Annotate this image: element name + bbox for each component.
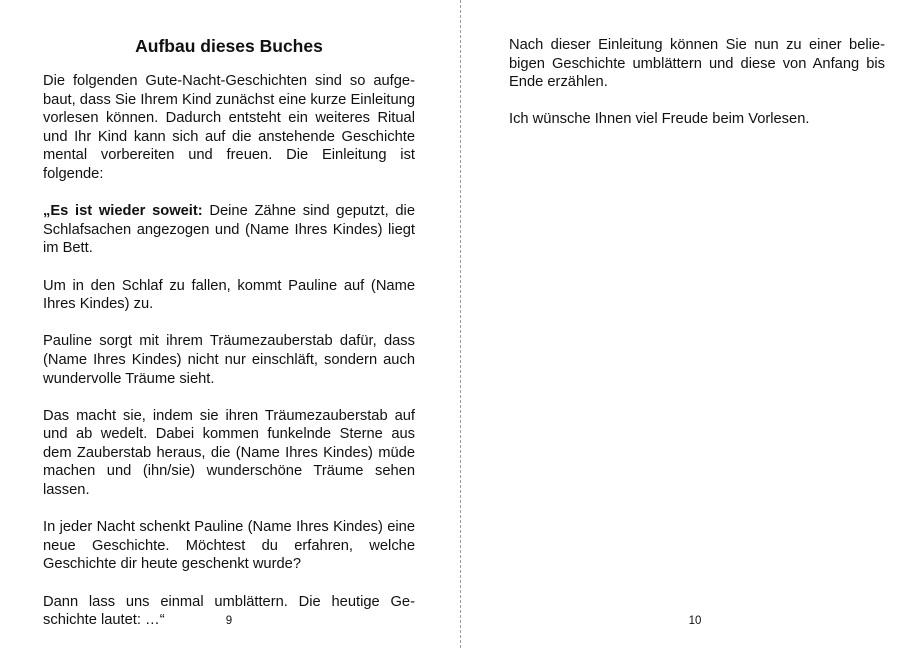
paragraph: Um in den Schlaf zu fallen, kommt Pauline auf (Name Ihres Kindes) zu.	[43, 277, 415, 313]
intro-quote-paragraph	[43, 202, 415, 258]
left-body-text	[43, 72, 415, 630]
page-heading: Aufbau dieses Buches	[135, 36, 323, 56]
paragraph: Das macht sie, indem sie ihren Träumezauberstab auf und ab wedelt. Dabei kommen funkelnde Sterne aus dem Zauberstab heraus, die (Name Ihres Kindes) müde machen und (ihn/sie) wunderschöne Träume sehen lassen.	[43, 407, 415, 499]
page-divider	[460, 0, 461, 648]
page-number-right: 10	[688, 615, 702, 627]
paragraph: Ich wünsche Ihnen viel Freude beim Vorlesen.	[509, 111, 810, 128]
paragraph: Die folgenden Gute-Nacht-Geschichten sind so aufgebaut, dass Sie Ihrem Kind zunächst eine kurze Einleitung vorlesen können. Dadurch entsteht ein weiteres Ritual und Ihr Kind kann sich auf die anstehende Geschichte mental vorbereiten und freuen. Die Einleitung ist folgende:	[43, 73, 415, 182]
intro-text: Deine Zähne sind geputzt, die Schlafsachen angezogen und (Name Ihres Kindes) liegt im Bett.	[43, 203, 415, 257]
right-body-text	[509, 36, 885, 148]
paragraph: Pauline sorgt mit ihrem Träumezauberstab dafür, dass (Name Ihres Kindes) nicht nur einschläft, sondern auch wundervolle Träume sieht.	[43, 333, 415, 387]
paragraph: In jeder Nacht schenkt Pauline (Name Ihres Kindes) eine neue Geschichte. Möchtest du erfahren, welche Geschichte dir heute geschenkt wurde?	[43, 519, 415, 573]
intro-bold-text: „Es ist wieder soweit:	[43, 203, 203, 220]
page-number-left: 9	[225, 615, 233, 627]
right-page	[462, 0, 920, 648]
paragraph: Nach dieser Einleitung können Sie nun zu einer beliebigen Geschichte umblättern und diese von Anfang bis Ende erzählen.	[509, 37, 885, 91]
paragraph: Dann lass uns einmal umblättern. Die heutige Geschichte lautet: …“	[43, 593, 415, 629]
